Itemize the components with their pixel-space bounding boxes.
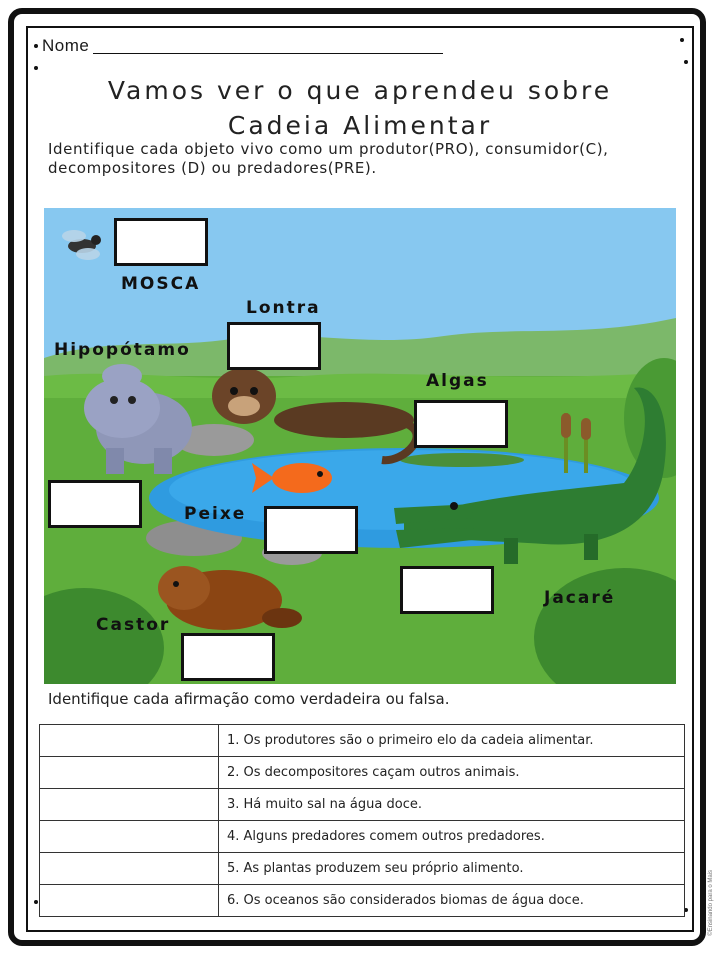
answer-box-algas[interactable] <box>414 400 508 448</box>
answer-cell[interactable] <box>40 821 219 853</box>
instruction-text: Identifique cada objeto vivo como um produtor(PRO), consumidor(C), decompositores (D) ou predadores(PRE). <box>48 140 609 177</box>
decor-dot <box>684 60 688 64</box>
statement-cell: 1. Os produtores são o primeiro elo da cadeia alimentar. <box>219 725 685 757</box>
answer-box-peixe[interactable] <box>264 506 358 554</box>
table-row <box>40 789 685 821</box>
decor-dot <box>34 44 38 48</box>
table-row <box>40 885 685 917</box>
answer-cell[interactable] <box>40 885 219 917</box>
food-chain-scene <box>44 208 676 684</box>
statement-cell: 3. Há muito sal na água doce. <box>219 789 685 821</box>
table-row <box>40 725 685 757</box>
page-title-line1: Vamos ver o que aprendeu sobre <box>107 76 613 105</box>
label-castor: Castor <box>96 615 171 635</box>
label-mosca: MOSCA <box>121 274 201 294</box>
name-label: Nome <box>42 36 90 55</box>
statement-cell: 5. As plantas produzem seu próprio alimento. <box>219 853 685 885</box>
label-peixe: Peixe <box>184 504 247 524</box>
label-algas: Algas <box>426 371 489 391</box>
answer-cell[interactable] <box>40 725 219 757</box>
answer-box-castor[interactable] <box>181 633 275 681</box>
statement-cell: 4. Alguns predadores comem outros predadores. <box>219 821 685 853</box>
page-title-line2: Cadeia Alimentar <box>227 111 493 140</box>
answer-cell[interactable] <box>40 757 219 789</box>
statement-cell: 6. Os oceanos são considerados biomas de água doce. <box>219 885 685 917</box>
answer-box-hipopotamo[interactable] <box>48 480 142 528</box>
table-row <box>40 821 685 853</box>
label-lontra: Lontra <box>246 298 321 318</box>
credit-text: ©Ensinando para o Mais <box>708 870 714 936</box>
quiz-instruction: Identifique cada afirmação como verdadeira ou falsa. <box>48 690 450 708</box>
label-jacare: Jacaré <box>544 588 616 608</box>
decor-dot <box>34 66 38 70</box>
table-row <box>40 757 685 789</box>
answer-box-jacare[interactable] <box>400 566 494 614</box>
label-hipopotamo: Hipopótamo <box>54 340 191 360</box>
answer-cell[interactable] <box>40 789 219 821</box>
answer-box-lontra[interactable] <box>227 322 321 370</box>
statement-cell: 2. Os decompositores caçam outros animais. <box>219 757 685 789</box>
table-row <box>40 853 685 885</box>
decor-dot <box>680 38 684 42</box>
name-underline[interactable] <box>93 53 443 54</box>
true-false-table <box>39 724 685 917</box>
name-field[interactable] <box>42 36 443 56</box>
answer-box-mosca[interactable] <box>114 218 208 266</box>
answer-cell[interactable] <box>40 853 219 885</box>
decor-dot <box>34 900 38 904</box>
